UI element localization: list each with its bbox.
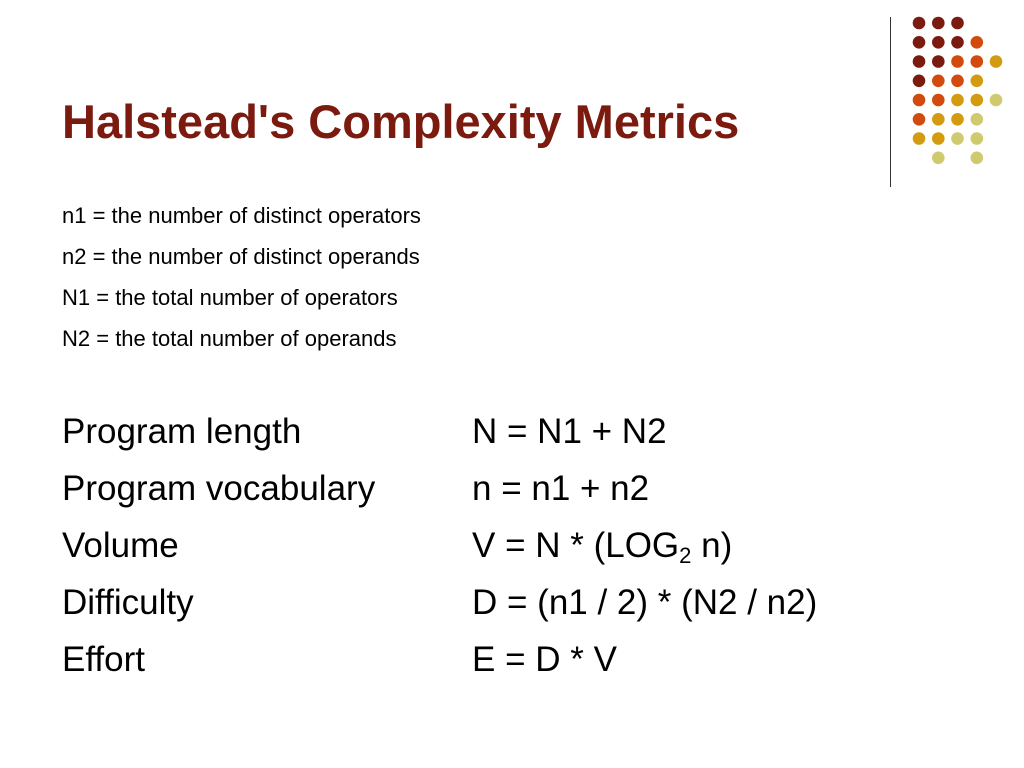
decorative-dot [932,75,945,88]
decorative-dot [932,17,945,30]
metric-name: Program length [62,412,302,451]
formula-text: n = n1 + n2 [472,469,650,508]
metric-row-program-length [62,405,962,462]
decorative-dot [913,132,926,145]
decorative-dot [971,36,984,49]
title-divider-line [890,17,891,187]
formula-subscript: 2 [679,543,692,568]
formula-tail: n) [691,526,733,565]
definition-n2: n2 = the number of distinct operands [62,244,420,269]
decorative-dot [951,75,964,88]
decorative-dot [932,152,945,165]
decorative-dot [951,55,964,68]
definitions-list [62,198,421,362]
decorative-dot [951,36,964,49]
decorative-dot [971,113,984,126]
decorative-dot [913,17,926,30]
decorative-dot [913,55,926,68]
decorative-dot [913,113,926,126]
decorative-dot [932,94,945,107]
metric-formula [472,405,667,459]
decorative-dot [951,94,964,107]
decorative-dot [971,152,984,165]
definition-n1: n1 = the number of distinct operators [62,203,421,228]
decorative-dot [971,75,984,88]
metric-formula [472,462,649,516]
metric-row-effort [62,633,962,690]
decorative-dot [971,132,984,145]
formula-text: N = N1 + N2 [472,412,667,451]
formula-text: V = N * (LOG [472,526,680,565]
definition-N1: N1 = the total number of operators [62,285,398,310]
decorative-dot [932,113,945,126]
decorative-dot [951,17,964,30]
decorative-dot [913,36,926,49]
metric-name: Volume [62,526,179,565]
formula-text: E = D * V [472,640,617,679]
decorative-dot [951,113,964,126]
decorative-dot [913,94,926,107]
metric-row-volume [62,519,962,576]
decorative-dot [951,132,964,145]
formula-text: D = (n1 / 2) * (N2 / n2) [472,583,818,622]
decorative-dot [971,94,984,107]
metric-row-difficulty [62,576,962,633]
decorative-dot [932,132,945,145]
decorative-dot [990,94,1003,107]
metric-name: Difficulty [62,583,194,622]
metric-name: Program vocabulary [62,469,376,508]
metric-formula [472,633,617,687]
metric-row-program-vocabulary [62,462,962,519]
definition-N2: N2 = the total number of operands [62,326,397,351]
slide-title: Halstead's Complexity Metrics [62,95,740,148]
metric-formula [472,519,732,573]
metrics-table [62,405,962,690]
metric-formula [472,576,817,630]
decorative-dot [971,55,984,68]
decorative-dot [913,75,926,88]
decorative-dot [990,55,1003,68]
decorative-dot [932,55,945,68]
decorative-dot [932,36,945,49]
metric-name: Effort [62,640,146,679]
